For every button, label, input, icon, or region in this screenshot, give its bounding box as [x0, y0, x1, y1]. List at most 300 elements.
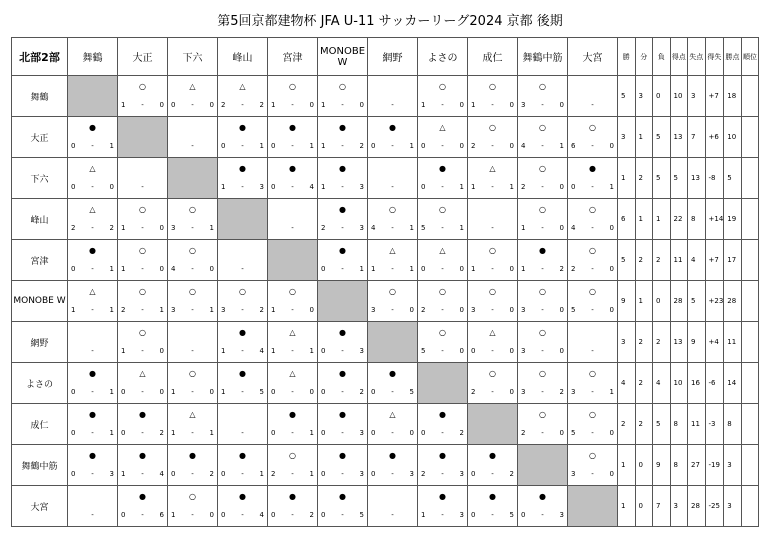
stat-cell: 2 [635, 404, 653, 445]
match-cell [218, 322, 268, 363]
win-mark: ○ [489, 246, 496, 255]
match-cell [68, 404, 118, 445]
score-for: 0 [321, 511, 326, 519]
row-header-team: 大正 [12, 117, 68, 158]
score-against: 2 [159, 429, 164, 437]
score-for: 0 [521, 511, 526, 519]
score-dash: - [491, 388, 494, 396]
score-dash: - [191, 388, 194, 396]
draw-mark: △ [239, 82, 246, 91]
unplayed-dash: - [391, 511, 394, 519]
stat-cell: -19 [705, 445, 724, 486]
score-dash: - [341, 429, 344, 437]
score-against: 0 [509, 101, 514, 109]
score-dash: - [191, 101, 194, 109]
score-for: 0 [421, 142, 426, 150]
match-cell [118, 76, 168, 117]
loss-mark: ● [239, 328, 246, 337]
match-cell [168, 445, 218, 486]
score-against: 1 [109, 265, 114, 273]
win-mark: ○ [539, 123, 546, 132]
score-against: 1 [209, 429, 214, 437]
column-header-team: 宮津 [268, 38, 318, 76]
stat-cell: 5 [618, 76, 636, 117]
score-for: 0 [171, 101, 176, 109]
score-dash: - [591, 265, 594, 273]
score-for: 3 [571, 388, 576, 396]
score-against: 3 [109, 470, 114, 478]
match-cell [68, 117, 118, 158]
win-mark: ○ [539, 369, 546, 378]
draw-mark: △ [489, 164, 496, 173]
column-header-team: MONOBE W [318, 38, 368, 76]
score-for: 1 [521, 224, 526, 232]
stat-cell: 1 [653, 199, 671, 240]
row-header-team: 宮津 [12, 240, 68, 281]
score-for: 1 [121, 101, 126, 109]
diagonal-cell [68, 76, 118, 117]
column-header-team: 峰山 [218, 38, 268, 76]
score-against: 0 [159, 388, 164, 396]
score-dash: - [291, 429, 294, 437]
match-cell [568, 281, 618, 322]
match-cell [468, 281, 518, 322]
match-cell [418, 199, 468, 240]
score-for: 1 [271, 101, 276, 109]
match-cell [518, 322, 568, 363]
score-against: 0 [509, 142, 514, 150]
match-cell [118, 445, 168, 486]
score-against: 1 [409, 265, 414, 273]
win-mark: ○ [439, 205, 446, 214]
match-cell [118, 322, 168, 363]
score-against: 0 [309, 101, 314, 109]
loss-mark: ● [439, 451, 446, 460]
score-for: 5 [421, 347, 426, 355]
stat-cell: 11 [688, 404, 706, 445]
stat-cell: 9 [618, 281, 636, 322]
win-mark: ○ [589, 123, 596, 132]
match-cell [218, 281, 268, 322]
win-mark: ○ [189, 287, 196, 296]
match-cell [318, 486, 368, 527]
stat-cell: 14 [724, 363, 742, 404]
score-against: 3 [359, 224, 364, 232]
column-header-team: 舞鶴中筋 [518, 38, 568, 76]
score-against: 2 [459, 429, 464, 437]
score-for: 0 [71, 265, 76, 273]
win-mark: ○ [389, 287, 396, 296]
score-for: 3 [521, 388, 526, 396]
match-cell [518, 240, 568, 281]
score-dash: - [91, 429, 94, 437]
score-dash: - [541, 388, 544, 396]
draw-mark: △ [89, 287, 96, 296]
stat-cell: 8 [688, 199, 706, 240]
match-cell [118, 363, 168, 404]
score-against: 0 [559, 101, 564, 109]
column-header-team: 大宮 [568, 38, 618, 76]
score-against: 1 [209, 224, 214, 232]
score-against: 0 [209, 388, 214, 396]
score-for: 3 [221, 306, 226, 314]
match-cell [418, 404, 468, 445]
score-dash: - [91, 183, 94, 191]
stat-header: 順位 [741, 38, 759, 76]
match-cell [218, 117, 268, 158]
score-against: 3 [259, 183, 264, 191]
score-against: 0 [159, 265, 164, 273]
score-dash: - [241, 183, 244, 191]
score-dash: - [541, 101, 544, 109]
loss-mark: ● [89, 246, 96, 255]
score-for: 4 [171, 265, 176, 273]
stat-cell: 5 [670, 158, 688, 199]
draw-mark: △ [89, 164, 96, 173]
match-cell [418, 76, 468, 117]
score-dash: - [291, 183, 294, 191]
score-against: 1 [409, 142, 414, 150]
stat-header: 勝 [618, 38, 636, 76]
score-dash: - [391, 265, 394, 273]
score-against: 1 [109, 306, 114, 314]
stat-cell: -8 [705, 158, 724, 199]
team-row [12, 363, 759, 404]
match-cell [168, 240, 218, 281]
score-against: 1 [109, 142, 114, 150]
match-cell [268, 445, 318, 486]
match-cell [368, 117, 418, 158]
score-dash: - [441, 101, 444, 109]
score-against: 0 [559, 347, 564, 355]
match-cell [468, 486, 518, 527]
score-dash: - [141, 306, 144, 314]
stat-cell: 1 [635, 117, 653, 158]
stat-cell: +4 [705, 322, 724, 363]
win-mark: ○ [489, 123, 496, 132]
row-header-team: 大宮 [12, 486, 68, 527]
score-for: 1 [221, 183, 226, 191]
unplayed-dash: - [91, 511, 94, 519]
score-for: 1 [171, 511, 176, 519]
score-for: 0 [321, 470, 326, 478]
score-against: 0 [609, 306, 614, 314]
stat-cell: 3 [724, 445, 742, 486]
stat-cell [741, 486, 759, 527]
match-cell [468, 240, 518, 281]
match-cell [68, 158, 118, 199]
loss-mark: ● [89, 451, 96, 460]
score-against: 1 [609, 183, 614, 191]
score-dash: - [241, 388, 244, 396]
score-dash: - [441, 183, 444, 191]
team-row [12, 404, 759, 445]
team-row [12, 158, 759, 199]
stat-header: 分 [635, 38, 653, 76]
match-cell [368, 404, 418, 445]
diagonal-cell [518, 445, 568, 486]
column-header-team: 成仁 [468, 38, 518, 76]
score-dash: - [391, 306, 394, 314]
score-for: 1 [521, 265, 526, 273]
match-cell [368, 281, 418, 322]
score-dash: - [491, 142, 494, 150]
win-mark: ○ [439, 287, 446, 296]
score-for: 0 [321, 388, 326, 396]
draw-mark: △ [439, 123, 446, 132]
loss-mark: ● [539, 246, 546, 255]
loss-mark: ● [239, 492, 246, 501]
score-against: 2 [359, 388, 364, 396]
score-dash: - [491, 101, 494, 109]
stat-cell [741, 281, 759, 322]
match-cell [318, 240, 368, 281]
match-cell [418, 117, 468, 158]
score-dash: - [141, 470, 144, 478]
stat-cell [741, 199, 759, 240]
team-row [12, 240, 759, 281]
win-mark: ○ [539, 164, 546, 173]
diagonal-cell [368, 322, 418, 363]
score-dash: - [541, 511, 544, 519]
stat-cell [741, 322, 759, 363]
diagonal-cell [568, 486, 618, 527]
score-for: 2 [571, 265, 576, 273]
score-against: 0 [209, 101, 214, 109]
score-for: 4 [521, 142, 526, 150]
stat-cell: 1 [618, 158, 636, 199]
stat-cell: 5 [618, 240, 636, 281]
unplayed-dash: - [91, 347, 94, 355]
match-cell [268, 486, 318, 527]
score-dash: - [391, 470, 394, 478]
score-for: 0 [321, 265, 326, 273]
stat-header: 得失 [705, 38, 724, 76]
score-for: 0 [271, 511, 276, 519]
stat-cell: 13 [670, 117, 688, 158]
match-cell [468, 445, 518, 486]
score-dash: - [391, 388, 394, 396]
stat-cell: 0 [635, 445, 653, 486]
win-mark: ○ [189, 492, 196, 501]
loss-mark: ● [439, 492, 446, 501]
draw-mark: △ [289, 369, 296, 378]
win-mark: ○ [389, 205, 396, 214]
score-against: 3 [559, 511, 564, 519]
score-for: 1 [171, 388, 176, 396]
unplayed-dash: - [241, 429, 244, 437]
loss-mark: ● [339, 164, 346, 173]
unplayed-dash: - [591, 101, 594, 109]
score-dash: - [591, 142, 594, 150]
match-cell [268, 404, 318, 445]
score-against: 3 [359, 183, 364, 191]
stat-cell: 9 [653, 445, 671, 486]
match-cell [68, 445, 118, 486]
win-mark: ○ [489, 82, 496, 91]
score-for: 1 [471, 183, 476, 191]
score-dash: - [591, 224, 594, 232]
win-mark: ○ [189, 246, 196, 255]
match-cell [168, 363, 218, 404]
score-for: 0 [221, 470, 226, 478]
match-cell [168, 322, 218, 363]
win-mark: ○ [139, 328, 146, 337]
match-cell [68, 240, 118, 281]
diagonal-cell [118, 117, 168, 158]
score-for: 1 [171, 429, 176, 437]
win-mark: ○ [289, 451, 296, 460]
win-mark: ○ [289, 82, 296, 91]
stat-cell: 27 [688, 445, 706, 486]
score-for: 1 [371, 265, 376, 273]
score-against: 1 [259, 142, 264, 150]
score-dash: - [591, 306, 594, 314]
row-header-team: よさの [12, 363, 68, 404]
score-dash: - [441, 511, 444, 519]
stat-header: 負 [653, 38, 671, 76]
score-dash: - [191, 429, 194, 437]
score-dash: - [291, 470, 294, 478]
score-against: 5 [409, 388, 414, 396]
score-against: 0 [609, 429, 614, 437]
score-dash: - [391, 429, 394, 437]
unplayed-dash: - [291, 224, 294, 232]
score-against: 1 [109, 388, 114, 396]
score-dash: - [291, 306, 294, 314]
score-for: 1 [221, 388, 226, 396]
score-dash: - [441, 224, 444, 232]
score-against: 0 [559, 224, 564, 232]
win-mark: ○ [589, 451, 596, 460]
match-cell [318, 445, 368, 486]
score-for: 2 [521, 183, 526, 191]
row-header-team: 峰山 [12, 199, 68, 240]
match-cell [218, 486, 268, 527]
match-cell [218, 363, 268, 404]
stat-cell: 4 [688, 240, 706, 281]
stat-cell: 4 [653, 363, 671, 404]
score-for: 0 [471, 347, 476, 355]
score-dash: - [141, 101, 144, 109]
score-against: 0 [509, 388, 514, 396]
score-for: 1 [321, 183, 326, 191]
match-cell [268, 322, 318, 363]
score-dash: - [541, 224, 544, 232]
team-row [12, 76, 759, 117]
stat-cell: -3 [705, 404, 724, 445]
loss-mark: ● [139, 492, 146, 501]
score-dash: - [341, 101, 344, 109]
score-dash: - [241, 347, 244, 355]
win-mark: ○ [589, 369, 596, 378]
row-header-team: 舞鶴中筋 [12, 445, 68, 486]
match-cell [568, 199, 618, 240]
score-dash: - [191, 306, 194, 314]
score-dash: - [91, 224, 94, 232]
diagonal-cell [318, 281, 368, 322]
match-cell [68, 486, 118, 527]
score-for: 1 [71, 306, 76, 314]
match-cell [368, 240, 418, 281]
match-cell [118, 240, 168, 281]
loss-mark: ● [239, 123, 246, 132]
score-against: 2 [559, 265, 564, 273]
score-dash: - [491, 265, 494, 273]
match-cell [318, 199, 368, 240]
diagonal-cell [418, 363, 468, 404]
loss-mark: ● [239, 451, 246, 460]
score-for: 0 [71, 470, 76, 478]
stat-cell: +6 [705, 117, 724, 158]
draw-mark: △ [439, 246, 446, 255]
score-against: 1 [309, 429, 314, 437]
stat-cell: 0 [653, 281, 671, 322]
score-dash: - [91, 142, 94, 150]
score-for: 3 [171, 224, 176, 232]
loss-mark: ● [189, 451, 196, 460]
score-against: 5 [359, 511, 364, 519]
diagonal-cell [268, 240, 318, 281]
draw-mark: △ [139, 369, 146, 378]
draw-mark: △ [389, 246, 396, 255]
unplayed-dash: - [241, 265, 244, 273]
score-dash: - [441, 142, 444, 150]
loss-mark: ● [239, 164, 246, 173]
score-dash: - [541, 429, 544, 437]
win-mark: ○ [539, 410, 546, 419]
match-cell [418, 486, 468, 527]
score-dash: - [391, 142, 394, 150]
score-for: 3 [171, 306, 176, 314]
match-cell [418, 281, 468, 322]
match-cell [468, 158, 518, 199]
match-cell [218, 158, 268, 199]
win-mark: ○ [539, 82, 546, 91]
loss-mark: ● [289, 410, 296, 419]
score-for: 4 [371, 224, 376, 232]
stat-header: 失点 [688, 38, 706, 76]
score-for: 1 [121, 470, 126, 478]
match-cell [118, 158, 168, 199]
score-against: 0 [509, 265, 514, 273]
score-against: 4 [259, 511, 264, 519]
score-for: 0 [321, 429, 326, 437]
stat-cell: 8 [724, 404, 742, 445]
score-against: 0 [459, 142, 464, 150]
win-mark: ○ [189, 205, 196, 214]
match-cell [468, 117, 518, 158]
score-dash: - [341, 347, 344, 355]
stat-cell: 0 [635, 486, 653, 527]
score-dash: - [491, 183, 494, 191]
team-row [12, 281, 759, 322]
score-for: 1 [321, 142, 326, 150]
score-for: 1 [271, 306, 276, 314]
loss-mark: ● [339, 205, 346, 214]
loss-mark: ● [339, 369, 346, 378]
stat-cell: 5 [688, 281, 706, 322]
unplayed-dash: - [141, 183, 144, 191]
score-against: 0 [459, 101, 464, 109]
score-against: 0 [409, 429, 414, 437]
match-cell [68, 363, 118, 404]
score-against: 3 [459, 470, 464, 478]
column-header-team: 下六 [168, 38, 218, 76]
match-cell [568, 240, 618, 281]
win-mark: ○ [539, 287, 546, 296]
match-cell [568, 117, 618, 158]
